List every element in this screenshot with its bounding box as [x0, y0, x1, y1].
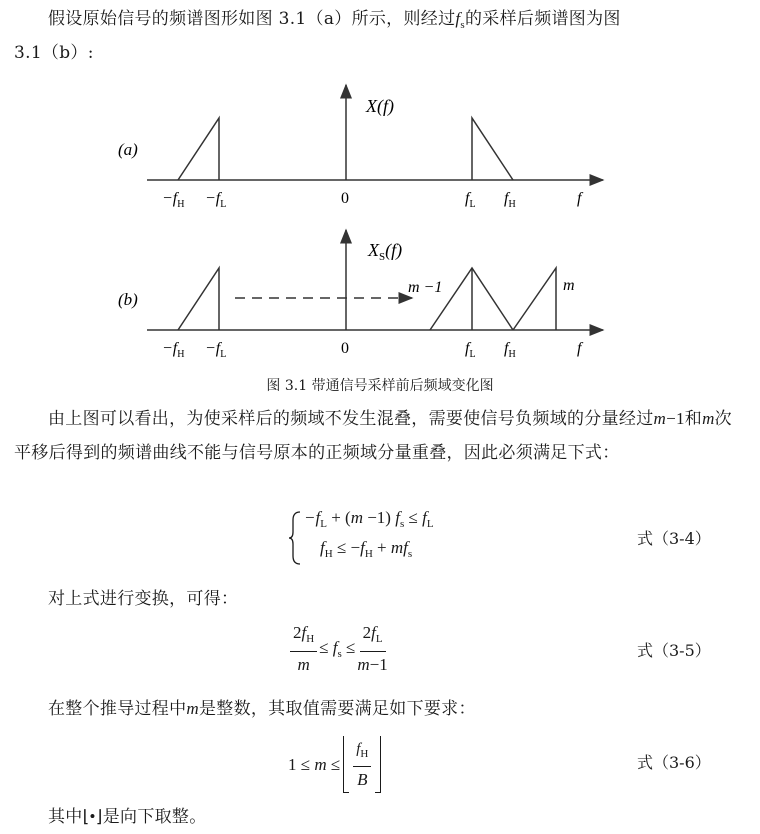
floor-text-1: 其中	[48, 807, 83, 827]
equation-number-3-4: 式（3-4）	[637, 529, 711, 548]
negative-spectrum-a	[178, 118, 219, 180]
analysis-text-3: 次平移后得到的频谱曲线不能与信号原本的正频域分量重叠，因此必须满足下式：	[14, 409, 732, 463]
svg-text:fH: $f_H$	[504, 190, 516, 210]
fraction-2fH-over-m: $\frac{2f_H}{m}$	[290, 622, 317, 676]
svg-text:−fL: $-f_L$	[205, 190, 227, 210]
floor-text-2: 是向下取整。	[102, 807, 207, 827]
negative-spectrum-b	[178, 268, 219, 330]
positive-spectrum-a	[472, 118, 513, 180]
equation-3-6: 1 ≤ m ≤ $\frac{f_H}{B}$	[288, 736, 381, 793]
figure-3-1	[0, 70, 760, 375]
fs-variable: f	[455, 9, 461, 28]
floor-bracket: $\frac{f_H}{B}$	[343, 736, 381, 793]
m-variable-3: m	[186, 699, 199, 718]
y-label-b: $X_S(f)$	[368, 240, 403, 263]
intro-text-1: 假设原始信号的频谱图形如图 3.1（a）所示，则经过	[48, 9, 456, 29]
intro-text-3: 3.1（b）:	[14, 43, 94, 63]
minus-one: −1	[666, 409, 685, 428]
transform-sentence: 对上式进行变换，可得：	[48, 589, 239, 609]
integer-text-1: 在整个推导过程中	[48, 699, 187, 719]
analysis-paragraph	[14, 402, 749, 470]
integer-text-2: 是整数，其取值需要满足如下要求：	[198, 699, 476, 719]
ticks-b	[162, 340, 584, 360]
eq-3-4-line-2: $f_H \le -f_H + mf_s$	[320, 538, 413, 560]
panel-label-b: (b)	[118, 290, 138, 309]
integer-sentence	[48, 692, 760, 726]
svg-text:0: 0	[341, 340, 349, 357]
floor-explanation	[48, 800, 760, 834]
figure-caption: 图 3.1 带通信号采样前后频域变化图	[266, 378, 494, 394]
m-variable-2: m	[702, 409, 715, 428]
shift-label-m-minus-1: m −1	[408, 279, 443, 296]
svg-text:−fL: $-f_L$	[205, 340, 227, 360]
panel-label-a: (a)	[118, 140, 138, 159]
y-label-a: X(f)	[366, 96, 394, 116]
svg-text:f: f	[577, 340, 582, 357]
left-brace	[288, 510, 302, 566]
eq-3-4-line-1: $-f_L + (m -1) f_s \le f_L$	[304, 508, 434, 530]
fs-subscript: s	[460, 19, 465, 31]
svg-text:fL: $f_L$	[465, 190, 476, 210]
equation-number-3-5: 式（3-5）	[637, 641, 711, 660]
svg-text:0: 0	[341, 190, 349, 207]
ticks-a	[162, 190, 584, 210]
svg-text:−fH: $-f_H$	[162, 340, 185, 360]
svg-text:fH: $f_H$	[504, 340, 516, 360]
svg-text:f: f	[577, 190, 582, 207]
floor-symbol: ⌊•⌋	[82, 807, 103, 826]
equation-3-5: $\frac{2f_H}{m}$ ≤ $f_s$ ≤ $\frac{2f_L}{m-1}$	[288, 622, 390, 676]
intro-line-2	[14, 36, 749, 70]
m-variable: m	[653, 409, 667, 428]
intro-text-2: 的采样后频谱图为图	[465, 9, 621, 29]
shifted-spectrum-m	[513, 268, 556, 330]
shift-label-m: m	[563, 277, 575, 294]
fraction-2fL-over-m-1: $\frac{2f_L}{m-1}$	[357, 623, 388, 674]
equation-number-3-6: 式（3-6）	[637, 753, 711, 772]
analysis-text-2: 和	[684, 409, 703, 429]
svg-text:−fH: $-f_H$	[162, 190, 185, 210]
analysis-text-1: 由上图可以看出，为使采样后的频域不发生混叠，需要使信号负频域的分量经过	[48, 409, 654, 429]
svg-text:fL: $f_L$	[465, 340, 476, 360]
